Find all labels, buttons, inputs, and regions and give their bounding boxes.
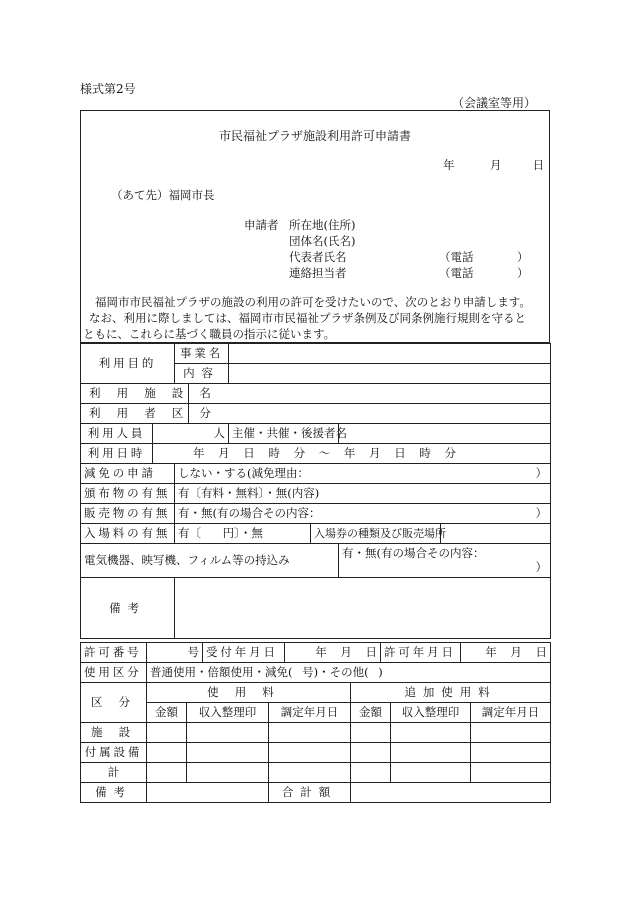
people-label: 利用人員 bbox=[81, 424, 153, 444]
permit-no-label: 許可番号 bbox=[81, 643, 147, 663]
received-label: 受付年月日 bbox=[203, 643, 285, 663]
event-name-label: 事業名 bbox=[175, 344, 229, 364]
distribution-label: 頒布物の有無 bbox=[81, 484, 175, 504]
fee-cell[interactable] bbox=[187, 743, 269, 763]
exemption-close: ） bbox=[535, 466, 548, 480]
extra-receipt-header: 収入整理印 bbox=[391, 703, 471, 723]
fee-amount-header: 金額 bbox=[147, 703, 187, 723]
people-field[interactable] bbox=[153, 424, 229, 444]
fee-total-row bbox=[81, 763, 551, 783]
datetime-field[interactable]: 年 月 日 時 分 ～ 年 月 日 時 分 bbox=[153, 444, 551, 464]
extra-amount-header: 金額 bbox=[351, 703, 391, 723]
intro-line-3: ともに、これらに基づく職員の指示に従います。 bbox=[83, 327, 336, 341]
people-unit: 人 bbox=[213, 426, 226, 440]
sales-value: 有・無(有の場合その内容： bbox=[178, 506, 321, 520]
user-category-row bbox=[81, 404, 551, 424]
office-use-table bbox=[80, 642, 551, 683]
use-category-label: 使用区分 bbox=[81, 663, 147, 683]
extra-adjust-header: 調定年月日 bbox=[471, 703, 551, 723]
remarks-field[interactable] bbox=[175, 578, 551, 639]
purpose-row-1 bbox=[81, 344, 551, 364]
ticket-field[interactable] bbox=[441, 524, 551, 544]
date-day: 日 bbox=[532, 158, 545, 172]
content-field[interactable] bbox=[229, 364, 551, 384]
grand-total-field[interactable] bbox=[351, 783, 551, 803]
equipment-field[interactable] bbox=[339, 544, 551, 578]
datetime-label: 利用日時 bbox=[81, 444, 153, 464]
fee-cell[interactable] bbox=[147, 763, 187, 783]
fee-remarks-row bbox=[81, 783, 551, 803]
remarks-label: 備考 bbox=[81, 578, 175, 639]
intro-line-2: なお、利用に際しましては、福岡市市民福祉プラザ条例及び同条例施行規則を守ると bbox=[89, 311, 526, 325]
fee-cell[interactable] bbox=[147, 723, 187, 743]
fee-facility-label: 施設 bbox=[81, 723, 147, 743]
grand-total-label: 合計額 bbox=[269, 783, 351, 803]
equipment-row bbox=[81, 544, 551, 578]
fee-cell[interactable] bbox=[187, 763, 269, 783]
fee-header: 使用料 bbox=[147, 683, 351, 703]
fee-cell[interactable] bbox=[471, 763, 551, 783]
remarks-row bbox=[81, 578, 551, 639]
admission-label: 入場料の有無 bbox=[81, 524, 175, 544]
equipment-close: ） bbox=[535, 560, 548, 574]
fee-remarks-field[interactable] bbox=[147, 783, 269, 803]
applicant-address: 所在地(住所) bbox=[289, 218, 356, 232]
applicant-label: 申請者 bbox=[244, 218, 279, 232]
facility-row bbox=[81, 384, 551, 404]
fee-header-row bbox=[81, 683, 551, 703]
people-row bbox=[81, 424, 551, 444]
sales-close: ） bbox=[535, 506, 548, 520]
purpose-label: 利用目的 bbox=[81, 344, 175, 384]
fee-cell[interactable] bbox=[391, 743, 471, 763]
exemption-value: しない・する(減免理由： bbox=[178, 466, 309, 480]
user-category-label: 利用者区分 bbox=[81, 404, 189, 424]
applicant-org: 団体名(氏名) bbox=[289, 234, 356, 248]
fee-equipment-label: 付属設備 bbox=[81, 743, 147, 763]
intro-line-1: 福岡市市民福祉プラザの施設の利用の許可を受けたいので、次のとおり申請します。 bbox=[95, 295, 531, 309]
date-line bbox=[443, 157, 544, 173]
date-month: 月 bbox=[489, 158, 502, 172]
permit-no-field[interactable] bbox=[147, 643, 203, 663]
organizer-label: 主催・共催・後援者名 bbox=[229, 424, 339, 444]
division-label: 区分 bbox=[81, 683, 147, 723]
admission-row bbox=[81, 524, 551, 544]
permit-row bbox=[81, 643, 551, 663]
fee-total-label: 計 bbox=[81, 763, 147, 783]
organizer-field[interactable] bbox=[339, 424, 551, 444]
addressee: （あて先）福岡市長 bbox=[111, 188, 215, 202]
applicant-rep: 代表者氏名 bbox=[289, 250, 347, 264]
facility-field[interactable] bbox=[189, 384, 551, 404]
admission-field[interactable]: 有〔 円〕・無 bbox=[175, 524, 311, 544]
fee-remarks-label: 備考 bbox=[81, 783, 147, 803]
rep-tel: （電話 bbox=[439, 250, 474, 264]
usage-note: （会議室等用） bbox=[452, 96, 537, 110]
fee-cell[interactable] bbox=[147, 743, 187, 763]
fee-cell[interactable] bbox=[351, 723, 391, 743]
fee-cell[interactable] bbox=[269, 743, 351, 763]
date-year: 年 bbox=[443, 158, 455, 172]
content-label: 内容 bbox=[175, 364, 229, 384]
use-category-field[interactable]: 普通使用・倍額使用・減免( 号)・その他( ) bbox=[147, 663, 551, 683]
fee-cell[interactable] bbox=[391, 723, 471, 743]
user-category-field[interactable] bbox=[189, 404, 551, 424]
permit-date-field[interactable]: 年 月 日 bbox=[461, 643, 551, 663]
fee-cell[interactable] bbox=[269, 763, 351, 783]
equipment-value: 有・無(有の場合その内容： bbox=[342, 546, 485, 560]
distribution-row bbox=[81, 484, 551, 504]
contact-tel-close: ） bbox=[517, 266, 529, 280]
exemption-label: 減免の申請 bbox=[81, 464, 175, 484]
permit-go: 号 bbox=[187, 645, 199, 659]
form-title: 市民福祉プラザ施設利用許可申請書 bbox=[219, 129, 412, 143]
event-name-field[interactable] bbox=[229, 344, 551, 364]
fee-cell[interactable] bbox=[269, 723, 351, 743]
application-header-box bbox=[80, 110, 550, 343]
distribution-field[interactable]: 有〔有料・無料〕・無(内容) bbox=[175, 484, 551, 504]
contact-tel: （電話 bbox=[439, 266, 474, 280]
received-field[interactable]: 年 月 日 bbox=[285, 643, 381, 663]
application-table bbox=[80, 343, 551, 639]
rep-tel-close: ） bbox=[517, 250, 529, 264]
extra-fee-header: 追加使用料 bbox=[351, 683, 551, 703]
fee-cell[interactable] bbox=[391, 763, 471, 783]
fee-receipt-header: 収入整理印 bbox=[187, 703, 269, 723]
form-number: 様式第2号 bbox=[80, 82, 136, 96]
sales-field[interactable] bbox=[175, 504, 551, 524]
fee-table bbox=[80, 682, 551, 803]
fee-cell[interactable] bbox=[351, 743, 391, 763]
use-category-row bbox=[81, 663, 551, 683]
permit-date-label: 許可年月日 bbox=[381, 643, 461, 663]
fee-facility-row bbox=[81, 723, 551, 743]
datetime-row bbox=[81, 444, 551, 464]
facility-label: 利用施設名 bbox=[81, 384, 189, 404]
applicant-contact: 連絡担当者 bbox=[289, 266, 347, 280]
fee-equipment-row bbox=[81, 743, 551, 763]
fee-cell[interactable] bbox=[187, 723, 269, 743]
equipment-label: 電気機器、映写機、フィルム等の持込み bbox=[81, 544, 339, 578]
fee-cell[interactable] bbox=[351, 763, 391, 783]
exemption-row bbox=[81, 464, 551, 484]
ticket-label: 入場券の種類及び販売場所 bbox=[311, 524, 441, 544]
sales-row bbox=[81, 504, 551, 524]
fee-adjust-header: 調定年月日 bbox=[269, 703, 351, 723]
exemption-field[interactable] bbox=[175, 464, 551, 484]
fee-cell[interactable] bbox=[471, 723, 551, 743]
fee-subheader-row bbox=[81, 703, 551, 723]
fee-cell[interactable] bbox=[471, 743, 551, 763]
sales-label: 販売物の有無 bbox=[81, 504, 175, 524]
